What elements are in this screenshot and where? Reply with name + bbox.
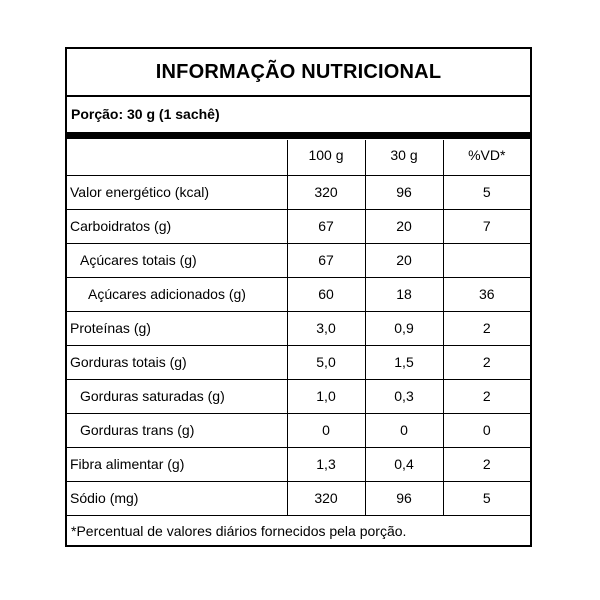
value-vd: 2 bbox=[443, 311, 530, 345]
value-100g: 0 bbox=[287, 413, 365, 447]
value-30g: 1,5 bbox=[365, 345, 443, 379]
value-vd bbox=[443, 243, 530, 277]
value-100g: 1,0 bbox=[287, 379, 365, 413]
nutrient-name: Proteínas (g) bbox=[67, 311, 287, 345]
value-30g: 20 bbox=[365, 209, 443, 243]
value-vd: 7 bbox=[443, 209, 530, 243]
nutrient-name: Gorduras trans (g) bbox=[67, 413, 287, 447]
value-vd: 2 bbox=[443, 345, 530, 379]
value-30g: 96 bbox=[365, 175, 443, 209]
value-30g: 0,3 bbox=[365, 379, 443, 413]
nutrient-name: Sódio (mg) bbox=[67, 481, 287, 515]
nutrition-table bbox=[67, 140, 530, 516]
value-vd: 5 bbox=[443, 175, 530, 209]
label-title: INFORMAÇÃO NUTRICIONAL bbox=[155, 61, 442, 83]
nutrient-name: Fibra alimentar (g) bbox=[67, 447, 287, 481]
value-30g: 20 bbox=[365, 243, 443, 277]
header-cell-vd: %VD* bbox=[443, 140, 530, 175]
table-header-row bbox=[67, 140, 530, 175]
header-cell-nutrient bbox=[67, 140, 287, 175]
nutrient-name: Açúcares totais (g) bbox=[67, 243, 287, 277]
header-cell-30g: 30 g bbox=[365, 140, 443, 175]
table-row bbox=[67, 175, 530, 209]
value-30g: 18 bbox=[365, 277, 443, 311]
header-cell-100g: 100 g bbox=[287, 140, 365, 175]
nutrient-name: Gorduras saturadas (g) bbox=[67, 379, 287, 413]
value-30g: 96 bbox=[365, 481, 443, 515]
footnote: *Percentual de valores diários fornecidos pela porção. bbox=[71, 523, 407, 539]
table-row bbox=[67, 481, 530, 515]
table-row bbox=[67, 413, 530, 447]
table-row bbox=[67, 243, 530, 277]
portion-divider bbox=[67, 132, 530, 139]
title-divider bbox=[67, 95, 530, 97]
nutrient-name: Valor energético (kcal) bbox=[67, 175, 287, 209]
value-30g: 0,4 bbox=[365, 447, 443, 481]
value-100g: 1,3 bbox=[287, 447, 365, 481]
table-row bbox=[67, 447, 530, 481]
table-row bbox=[67, 311, 530, 345]
table-row bbox=[67, 345, 530, 379]
nutrient-name: Gorduras totais (g) bbox=[67, 345, 287, 379]
value-100g: 320 bbox=[287, 175, 365, 209]
nutrition-facts-label bbox=[65, 47, 532, 547]
value-100g: 67 bbox=[287, 243, 365, 277]
nutrient-name: Açúcares adicionados (g) bbox=[67, 277, 287, 311]
value-100g: 67 bbox=[287, 209, 365, 243]
value-vd: 36 bbox=[443, 277, 530, 311]
value-30g: 0,9 bbox=[365, 311, 443, 345]
table-row bbox=[67, 379, 530, 413]
value-vd: 2 bbox=[443, 447, 530, 481]
value-vd: 2 bbox=[443, 379, 530, 413]
nutrient-name: Carboidratos (g) bbox=[67, 209, 287, 243]
value-100g: 3,0 bbox=[287, 311, 365, 345]
value-30g: 0 bbox=[365, 413, 443, 447]
portion-size: Porção: 30 g (1 sachê) bbox=[71, 106, 220, 122]
value-100g: 320 bbox=[287, 481, 365, 515]
value-100g: 60 bbox=[287, 277, 365, 311]
table-row bbox=[67, 277, 530, 311]
value-vd: 5 bbox=[443, 481, 530, 515]
value-100g: 5,0 bbox=[287, 345, 365, 379]
value-vd: 0 bbox=[443, 413, 530, 447]
table-row bbox=[67, 209, 530, 243]
